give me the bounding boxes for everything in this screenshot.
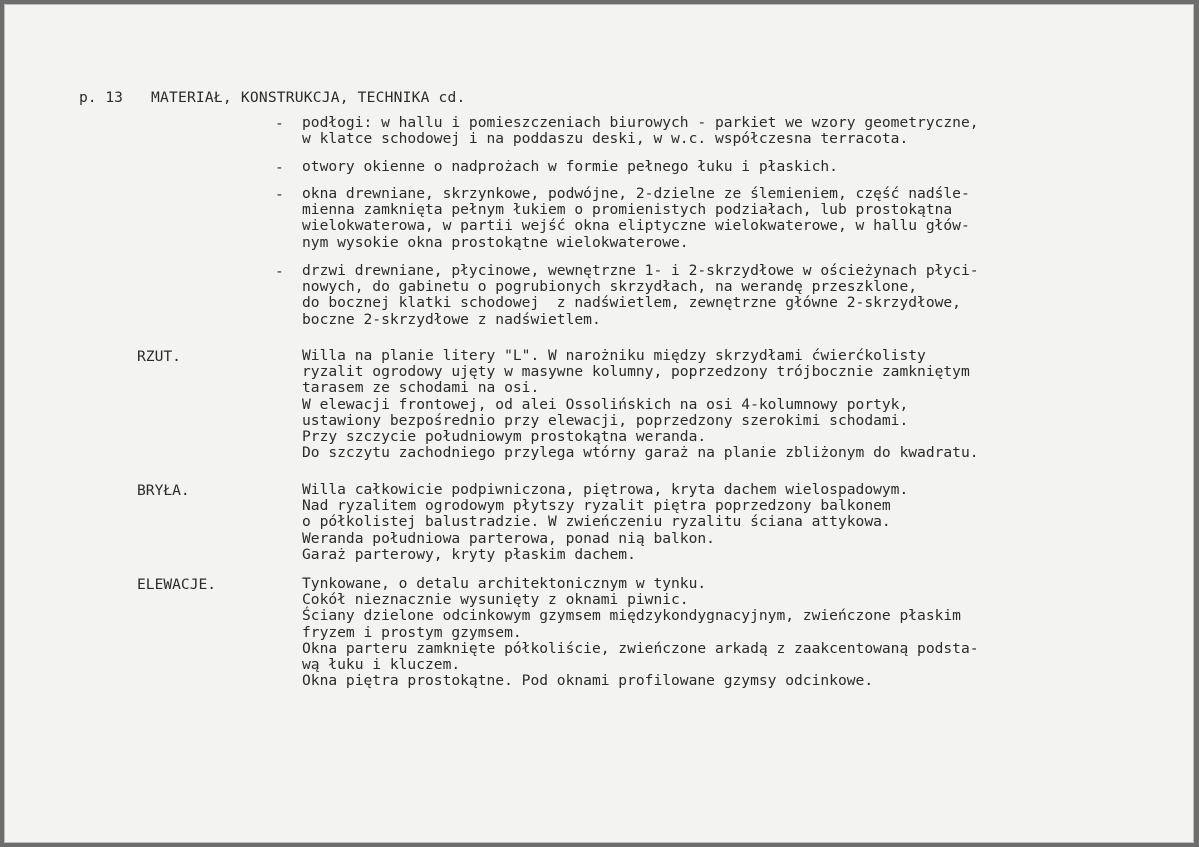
bullet-dash: - [275,186,284,203]
document-sheet [4,4,1194,843]
text-line: nowych, do gabinetu o pogrubionych skrzydłach, na werandę przeszklone, [302,278,918,296]
section-label-bryla: BRYŁA. [137,482,190,499]
section-heading: MATERIAŁ, KONSTRUKCJA, TECHNIKA cd. [151,89,466,106]
typed-page [5,5,1195,844]
text-line: fryzem i prostym gzymsem. [302,623,522,641]
bullet-doors [302,263,979,328]
text-line: okna drewniane, skrzynkowe, podwójne, 2-dzielne ze ślemieniem, część nadśle- [302,185,970,202]
section-label-elewacje: ELEWACJE. [137,576,217,593]
text-line: tarasem ze schodami na osi. [302,379,540,397]
section-label-rzut: RZUT. [137,348,181,365]
text-line: Willa na planie litery "L". W narożniku między skrzydłami ćwierćkolisty [302,347,926,364]
text-line: nym wysokie okna prostokątne wielokwaterowe. [302,233,689,251]
text-line: Przy szczycie południowym prostokątna weranda. [302,427,707,445]
section-body-bryla [302,482,908,563]
bullet-floors [302,115,979,147]
text-line: Garaż parterowy, kryty płaskim dachem. [302,545,636,563]
text-line: Cokół nieznacznie wysunięty z oknami piwnic. [302,591,689,609]
section-body-elewacje [302,576,979,689]
text-line: Nad ryzalitem ogrodowym płytszy ryzalit piętra poprzedzony balkonem [302,497,891,515]
text-line: Okna piętra prostokątne. Pod oknami profilowane gzymsy odcinkowe. [302,672,874,690]
text-line: Okna parteru zamknięte półkoliście, zwieńczone arkadą z zaakcentowaną podsta- [302,639,979,657]
text-line: W elewacji frontowej, od alei Ossolińskich na osi 4-kolumnowy portyk, [302,395,909,413]
text-line: wielokwaterowa, w partii wejść okna eliptyczne wielokwaterowe, w hallu głów- [302,217,970,235]
text-line: Weranda południowa parterowa, ponad nią balkon. [302,529,715,547]
text-line: mienna zamknięta pełnym łukiem o promienistych podziałach, lub prostokątna [302,201,953,219]
text-line: podłogi: w hallu i pomieszczeniach biurowych - parkiet we wzory geometryczne, [302,114,979,131]
text-line: do bocznej klatki schodowej z nadświetlem, zewnętrzne główne 2-skrzydłowe, [302,294,961,312]
page-reference: p. 13 [79,89,123,106]
text-line: w klatce schodowej i na poddaszu deski, w w.c. współczesna terracota. [302,130,909,148]
text-line: wą łuku i kluczem. [302,655,461,673]
text-line: otwory okienne o nadprożach w formie pełnego łuku i płaskich. [302,158,838,175]
bullet-dash: - [275,159,284,176]
bullet-windows [302,186,970,251]
text-line: ryzalit ogrodowy ujęty w masywne kolumny, poprzedzony trójbocznie zamkniętym [302,363,970,381]
text-line: ustawiony bezpośrednio przy elewacji, poprzedzony szerokimi schodami. [302,411,909,429]
text-line: Willa całkowicie podpiwniczona, piętrowa, kryta dachem wielospadowym. [302,481,909,498]
section-body-rzut [302,348,979,461]
text-line: o półkolistej balustradzie. W zwieńczeniu ryzalitu ściana attykowa. [302,513,891,531]
bullet-window-openings [302,159,838,175]
text-line: Tynkowane, o detalu architektonicznym w tynku. [302,575,707,592]
text-line: drzwi drewniane, płycinowe, wewnętrzne 1- i 2-skrzydłowe w ościeżynach płyci- [302,262,979,279]
text-line: Do szczytu zachodniego przylega wtórny garaż na planie zbliżonym do kwadratu. [302,444,979,462]
bullet-dash: - [275,263,284,280]
text-line: boczne 2-skrzydłowe z nadświetlem. [302,310,601,328]
bullet-dash: - [275,115,284,132]
text-line: Ściany dzielone odcinkowym gzymsem międzykondygnacyjnym, zwieńczone płaskim [302,607,961,625]
